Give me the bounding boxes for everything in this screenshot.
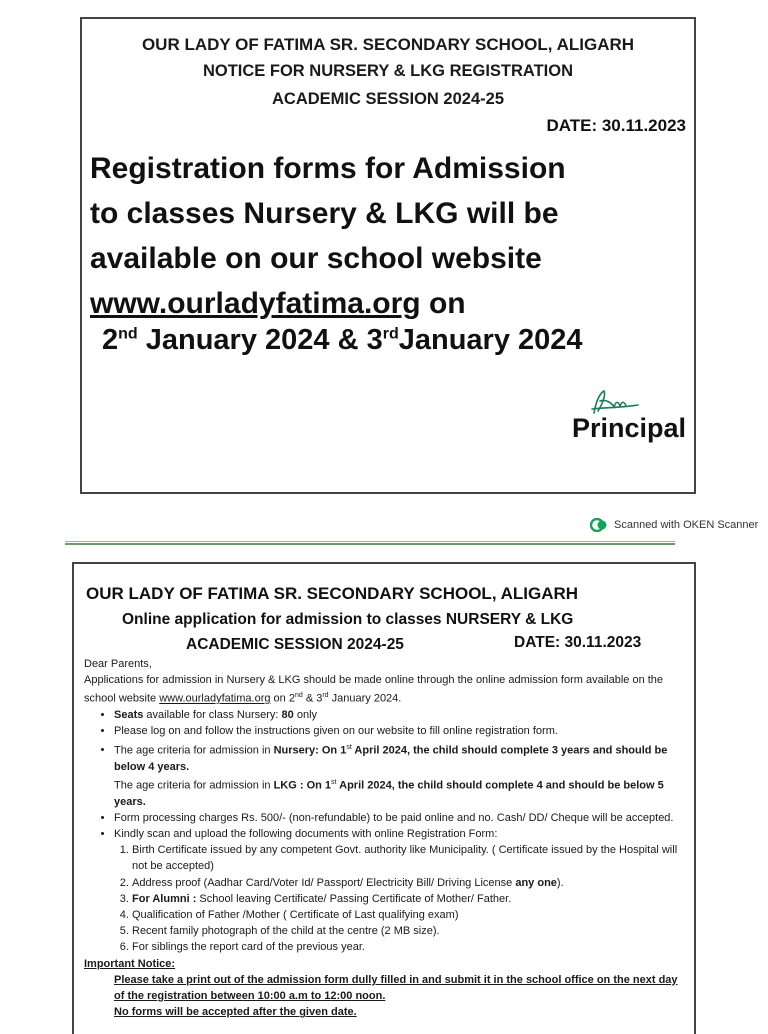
list-item: • Please log on and follow the instructions given on our website to fill online registration form. — [114, 723, 682, 739]
body-line-3: available on our school website — [90, 242, 542, 275]
age-rule: April 2024, the child should complete 3 years and should be below 4 years. — [114, 744, 668, 773]
important-notice-text: Please take a print out of the admission form dully filled in and submit it in the school office on the next day of the registration between 10:00 a.m to 12:00 noon. — [114, 973, 678, 1003]
intro-date1: on 2 — [270, 693, 295, 706]
intro-paragraph — [84, 672, 682, 707]
scanner-watermark-bar — [0, 507, 768, 535]
notice-date: DATE: 30.11.2023 — [514, 634, 642, 651]
registration-dates — [102, 324, 583, 357]
instructions-list-2 — [84, 810, 682, 842]
age-text: The age criteria for admission in — [114, 779, 274, 792]
age-sup: st — [346, 743, 352, 751]
age-rule: April 2024, the child should complete 4 and should be below 5 years. — [114, 779, 664, 808]
date2-suffix: rd — [382, 325, 399, 343]
intro-sup1: nd — [294, 692, 303, 700]
documents-list — [84, 842, 682, 955]
academic-session: ACADEMIC SESSION 2024-25 — [272, 90, 504, 108]
website-link[interactable]: www.ourladyfatima.org — [90, 287, 421, 320]
intro-end: January 2024. — [328, 693, 402, 706]
intro-sup2: rd — [322, 692, 329, 700]
notice-date: DATE: 30.11.2023 — [546, 116, 686, 135]
scanner-label: Scanned with OKEN Scanner — [614, 519, 759, 531]
academic-session: ACADEMIC SESSION 2024-25 — [186, 636, 404, 653]
age-on: : On 1 — [296, 779, 332, 792]
school-name: OUR LADY OF FATIMA SR. SECONDARY SCHOOL, ALIGARH — [86, 584, 579, 603]
on-text: on — [420, 287, 466, 320]
signature-title: Principal — [571, 413, 686, 443]
date1-day: 2 — [102, 324, 119, 356]
age-class: LKG — [273, 779, 297, 792]
list-item: 1. Birth Certificate issued by any competent Govt. authority like Municipality. ( Certificate issued by the Hospital will not be accepted) — [132, 842, 682, 874]
date1-rest: January 2024 & 3 — [137, 324, 383, 356]
age-text: The age criteria for admission in — [114, 744, 274, 757]
notice-title: NOTICE FOR NURSERY & LKG REGISTRATION — [202, 62, 574, 80]
doc-text: Address proof (Aadhar Card/Voter Id/ Passport/ Electricity Bill/ Driving License — [132, 876, 516, 889]
registration-notice — [80, 17, 696, 494]
seats-text: available for class Nursery: — [143, 709, 282, 722]
notice-subtitle: Online application for admission to classes NURSERY & LKG — [122, 611, 574, 628]
page-edge-divider — [65, 541, 675, 547]
doc-text: School leaving Certificate/ Passing Certificate of Mother/ Father. — [196, 892, 512, 905]
intro-date2: & 3 — [302, 693, 323, 706]
online-admission-notice — [72, 562, 696, 1034]
list-item: 4. Qualification of Father /Mother ( Certificate of Last qualifying exam) — [132, 907, 682, 923]
list-item — [114, 740, 682, 775]
greeting: Dear Parents, — [84, 658, 152, 670]
lkg-age-criteria — [84, 775, 682, 810]
date2-rest: January 2024 — [398, 324, 583, 356]
website-link[interactable]: www.ourladyfatima.org — [159, 693, 271, 706]
doc-tail: ). — [556, 876, 564, 889]
seats-tail: only — [293, 709, 318, 722]
scanner-logo-icon — [590, 518, 608, 532]
seats-value: 80 — [281, 709, 294, 722]
list-item — [132, 875, 682, 891]
body-line-1: Registration forms for Admission — [90, 152, 566, 185]
important-notice-deadline: No forms will be accepted after the given date. — [114, 1006, 357, 1019]
notice-text — [84, 656, 682, 1020]
age-on: : On 1 — [315, 744, 347, 757]
notice-body — [90, 146, 690, 326]
date1-suffix: nd — [118, 325, 138, 343]
doc-emphasis: any one — [515, 876, 557, 889]
age-sup: st — [331, 778, 337, 786]
age-class: Nursery — [273, 744, 316, 757]
body-line-2: to classes Nursery & LKG will be — [90, 197, 559, 230]
list-item — [114, 707, 682, 723]
intro-text: Applications for admission in Nursery & LKG should be made online through the online admission form available on the school website — [84, 674, 664, 706]
doc-emphasis: For Alumni : — [132, 892, 197, 905]
list-item: 6. For siblings the report card of the previous year. — [132, 939, 682, 955]
body-line-4 — [90, 281, 690, 326]
list-item — [132, 891, 682, 907]
seats-label: Seats — [114, 709, 144, 722]
list-item: • Form processing charges Rs. 500/- (non-refundable) to be paid online and no. Cash/ DD/ Cheque will be accepted. — [114, 810, 682, 826]
important-notice-title: Important Notice: — [84, 957, 176, 970]
list-item: 5. Recent family photograph of the child at the centre (2 MB size). — [132, 923, 682, 939]
list-item: • Kindly scan and upload the following documents with online Registration Form: — [114, 826, 682, 842]
instructions-list — [84, 707, 682, 774]
school-name: OUR LADY OF FATIMA SR. SECONDARY SCHOOL, ALIGARH — [141, 35, 635, 54]
